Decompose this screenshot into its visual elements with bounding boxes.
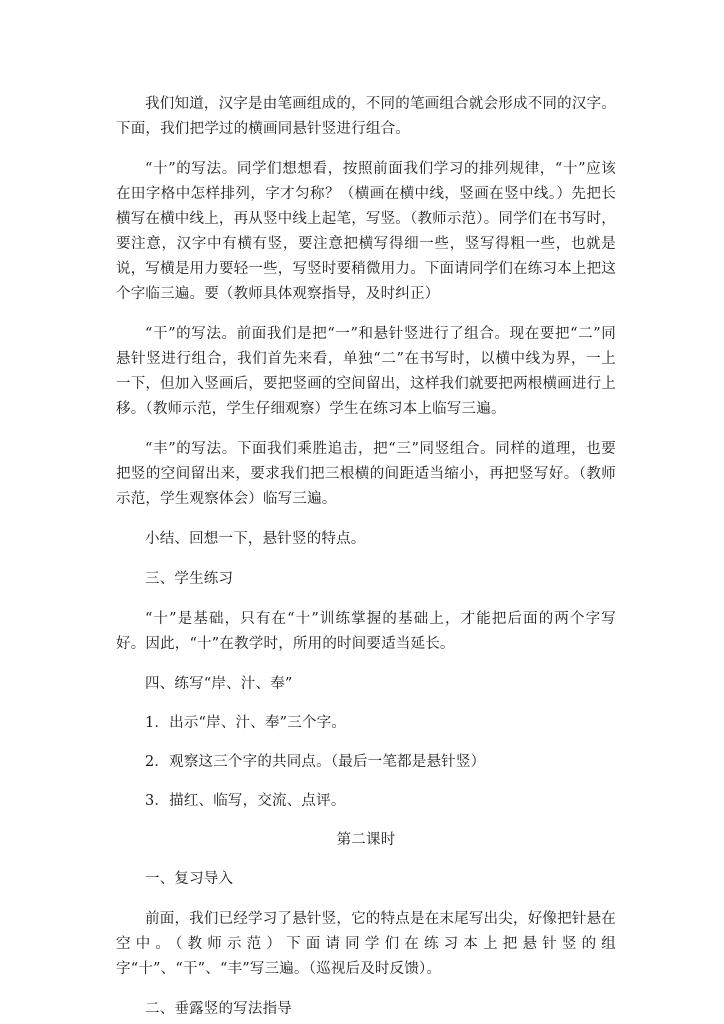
document-body	[116, 92, 616, 1022]
paragraph-summary: 小结、回想一下，悬针竖的特点。	[145, 531, 366, 547]
lesson-title: 第二课时	[336, 832, 396, 848]
list-item-1: 1．出示“岸、汁、奉”三个字。	[145, 715, 347, 731]
paragraph-shi: “十”的写法。同学们想想看，按照前面我们学习的排列规律，“十”应该在田字格中怎样排列，字才匀称？（横画在横中线，竖画在竖中线。）先把长横写在横中线上，再从竖中线上起笔，写竖。（教师示范）。同学们在书写时，要注意，汉字中有横有竖，要注意把横写得细一些，竖写得粗一些，也就是说，写横是用力要轻一些，写竖时要稍微用力。下面请同学们在练习本上把这个字临三遍。要（教师具体观察指导，及时纠正）	[116, 161, 616, 302]
paragraph-intro: 我们知道，汉字是由笔画组成的，不同的笔画组合就会形成不同的汉字。下面，我们把学过的横画同悬针竖进行组合。	[116, 96, 616, 137]
list-item-2: 2．观察这三个字的共同点。（最后一笔都是悬针竖）	[145, 754, 486, 770]
list-item-3: 3．描红、临写，交流、点评。	[145, 793, 346, 809]
section-heading-review: 一、复习导入	[145, 871, 234, 887]
paragraph-gan: “干”的写法。前面我们是把“一”和悬针竖进行了组合。现在要把“二”同悬针竖进行组合，我们首先来看，单独“二”在书写时，以横中线为界，一上一下，但加入竖画后，要把竖画的空间留出，这样我们就要把两根横画进行上移。（教师示范，学生仔细观察）学生在练习本上临写三遍。	[116, 326, 616, 417]
section-heading-vertical: 二、垂露竖的写法指导	[145, 1001, 292, 1017]
section-heading-practice: 三、学生练习	[145, 571, 234, 587]
paragraph-practice: “十”是基础，只有在“十”训练掌握的基础上，才能把后面的两个字写好。因此，“十”在教学时，所用的时间要适当延长。	[116, 611, 616, 652]
section-heading-write: 四、练写“岸、汁、奉”	[145, 676, 293, 692]
paragraph-review: 前面，我们已经学习了悬针竖，它的特点是在末尾写出尖，好像把针悬在空中。（教师示范）下面请同学们在练习本上把悬针竖的组字“十”、“干”、“丰”写三遍。（巡视后及时反馈）。	[116, 911, 616, 977]
paragraph-feng: “丰”的写法。下面我们乘胜追击，把“三”同竖组合。同样的道理，也要把竖的空间留出来，要求我们把三根横的间距适当缩小，再把竖写好。（教师示范，学生观察体会）临写三遍。	[116, 441, 616, 507]
